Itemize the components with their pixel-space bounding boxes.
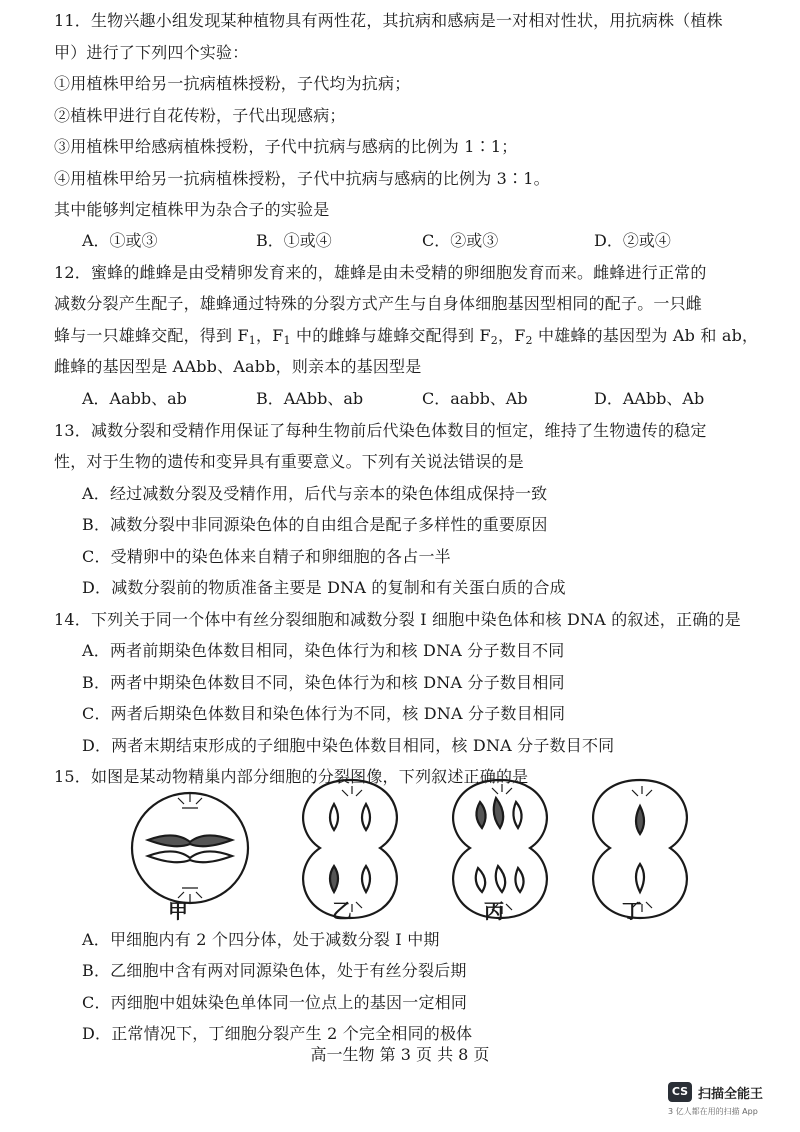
- camscanner-logo-icon: CS: [668, 1082, 692, 1102]
- q12-line3-part-e: 中雄蜂的基因型为 Ab 和 ab，: [532, 326, 759, 345]
- q11-option-d[interactable]: D．②或④: [594, 231, 671, 250]
- q11-option-a[interactable]: A．①或③: [82, 231, 158, 250]
- q15-stem: 15．如图是某动物精巢内部分细胞的分裂图像，下列叙述正确的是: [54, 767, 529, 786]
- q12-option-a[interactable]: A．Aabb、ab: [82, 389, 187, 408]
- q11-question: 其中能够判定植株甲为杂合子的实验是: [54, 200, 330, 219]
- f2-subscript: 2: [490, 334, 498, 347]
- q13-option-a[interactable]: A．经过减数分裂及受精作用，后代与亲本的染色体组成保持一致: [82, 484, 548, 503]
- q13-option-c[interactable]: C．受精卵中的染色体来自精子和卵细胞的各占一半: [82, 547, 451, 566]
- q13-option-b[interactable]: B．减数分裂中非同源染色体的自由组合是配子多样性的重要原因: [82, 515, 548, 534]
- q14-option-d[interactable]: D．两者末期结束形成的子细胞中染色体数目相同，核 DNA 分子数目不同: [82, 736, 615, 755]
- q11-stem-line1: 11．生物兴趣小组发现某种植物具有两性花，其抗病和感病是一对相对性状，用抗病株（植株: [54, 11, 723, 30]
- q15-option-b[interactable]: B．乙细胞中含有两对同源染色体，处于有丝分裂后期: [82, 961, 467, 980]
- q11-option-b[interactable]: B．①或④: [256, 231, 332, 250]
- q12-options: [82, 384, 770, 414]
- q13-option-d[interactable]: D．减数分裂前的物质准备主要是 DNA 的复制和有关蛋白质的合成: [82, 578, 566, 597]
- q12-option-d[interactable]: D．AAbb、Ab: [594, 389, 705, 408]
- q11-experiment-2: ②植株甲进行自花传粉，子代出现感病；: [54, 106, 346, 125]
- q15-option-c[interactable]: C．丙细胞中姐妹染色单体同一位点上的基因一定相同: [82, 993, 468, 1012]
- q12-stem-line2: 减数分裂产生配子，雄蜂通过特殊的分裂方式产生与自身体细胞基因型相同的配子。一只雌: [54, 294, 703, 313]
- q15-option-a[interactable]: A．甲细胞内有 2 个四分体，处于减数分裂 I 中期: [82, 930, 440, 949]
- q14-option-c[interactable]: C．两者后期染色体数目和染色体行为不同，核 DNA 分子数目相同: [82, 704, 566, 723]
- q11-experiment-4: ④用植株甲给另一抗病植株授粉，子代中抗病与感病的比例为 3∶1。: [54, 169, 550, 188]
- q15-option-d[interactable]: D．正常情况下，丁细胞分裂产生 2 个完全相同的极体: [82, 1024, 473, 1043]
- figure-label-ding: 丁: [622, 899, 642, 923]
- figure-label-bing: 丙: [484, 899, 504, 923]
- watermark-tagline: 3 亿人都在用的扫描 App: [668, 1107, 758, 1116]
- q12-stem-line1: 12．蜜蜂的雌蜂是由受精卵发育来的，雄蜂是由未受精的卵细胞发育而来。雌蜂进行正常的: [54, 263, 707, 282]
- q11-option-c[interactable]: C．②或③: [422, 231, 499, 250]
- q14-option-a[interactable]: A．两者前期染色体数目相同，染色体行为和核 DNA 分子数目不同: [82, 641, 565, 660]
- q13-stem-line2: 性，对于生物的遗传和变异具有重要意义。下列有关说法错误的是: [54, 452, 524, 471]
- figure-label-yi: 乙: [332, 899, 352, 923]
- q12-stem-line4: 雌蜂的基因型是 AAbb、Aabb，则亲本的基因型是: [54, 357, 422, 376]
- watermark-app-name: 扫描全能王: [698, 1087, 764, 1102]
- q11-stem-line2: 甲）进行了下列四个实验：: [54, 43, 249, 62]
- q14-stem: 14．下列关于同一个体中有丝分裂细胞和减数分裂 I 细胞中染色体和核 DNA 的叙述，正确的是: [54, 610, 741, 629]
- figure-label-jia: 甲: [168, 899, 188, 923]
- q11-experiment-1: ①用植株甲给另一抗病植株授粉，子代均为抗病；: [54, 74, 411, 93]
- page-footer: 高一生物 第 3 页 共 8 页: [310, 1045, 490, 1064]
- q12-option-b[interactable]: B．AAbb、ab: [256, 389, 364, 408]
- q13-stem-line1: 13．减数分裂和受精作用保证了每种生物前后代染色体数目的恒定，维持了生物遗传的稳定: [54, 421, 707, 440]
- q11-experiment-3: ③用植株甲给感病植株授粉，子代中抗病与感病的比例为 1∶1；: [54, 137, 518, 156]
- q12-line3-part-d: ，F: [498, 326, 526, 345]
- q11-options: [82, 226, 770, 256]
- q12-option-c[interactable]: C．aabb、Ab: [422, 389, 528, 408]
- q12-line3-part-c: 中的雌蜂与雄蜂交配得到 F: [290, 326, 491, 345]
- f1-subscript: 1: [248, 334, 256, 347]
- f2-subscript: 2: [525, 334, 533, 347]
- q12-line3-part-a: 蜂与一只雄蜂交配，得到 F: [54, 326, 249, 345]
- f1-subscript: 1: [283, 334, 291, 347]
- q12-line3-part-b: ，F: [256, 326, 284, 345]
- q14-option-b[interactable]: B．两者中期染色体数目不同，染色体行为和核 DNA 分子数目相同: [82, 673, 565, 692]
- scanner-watermark: [668, 1082, 788, 1118]
- cell-jia: [132, 793, 248, 903]
- q12-stem-line3: [54, 321, 770, 351]
